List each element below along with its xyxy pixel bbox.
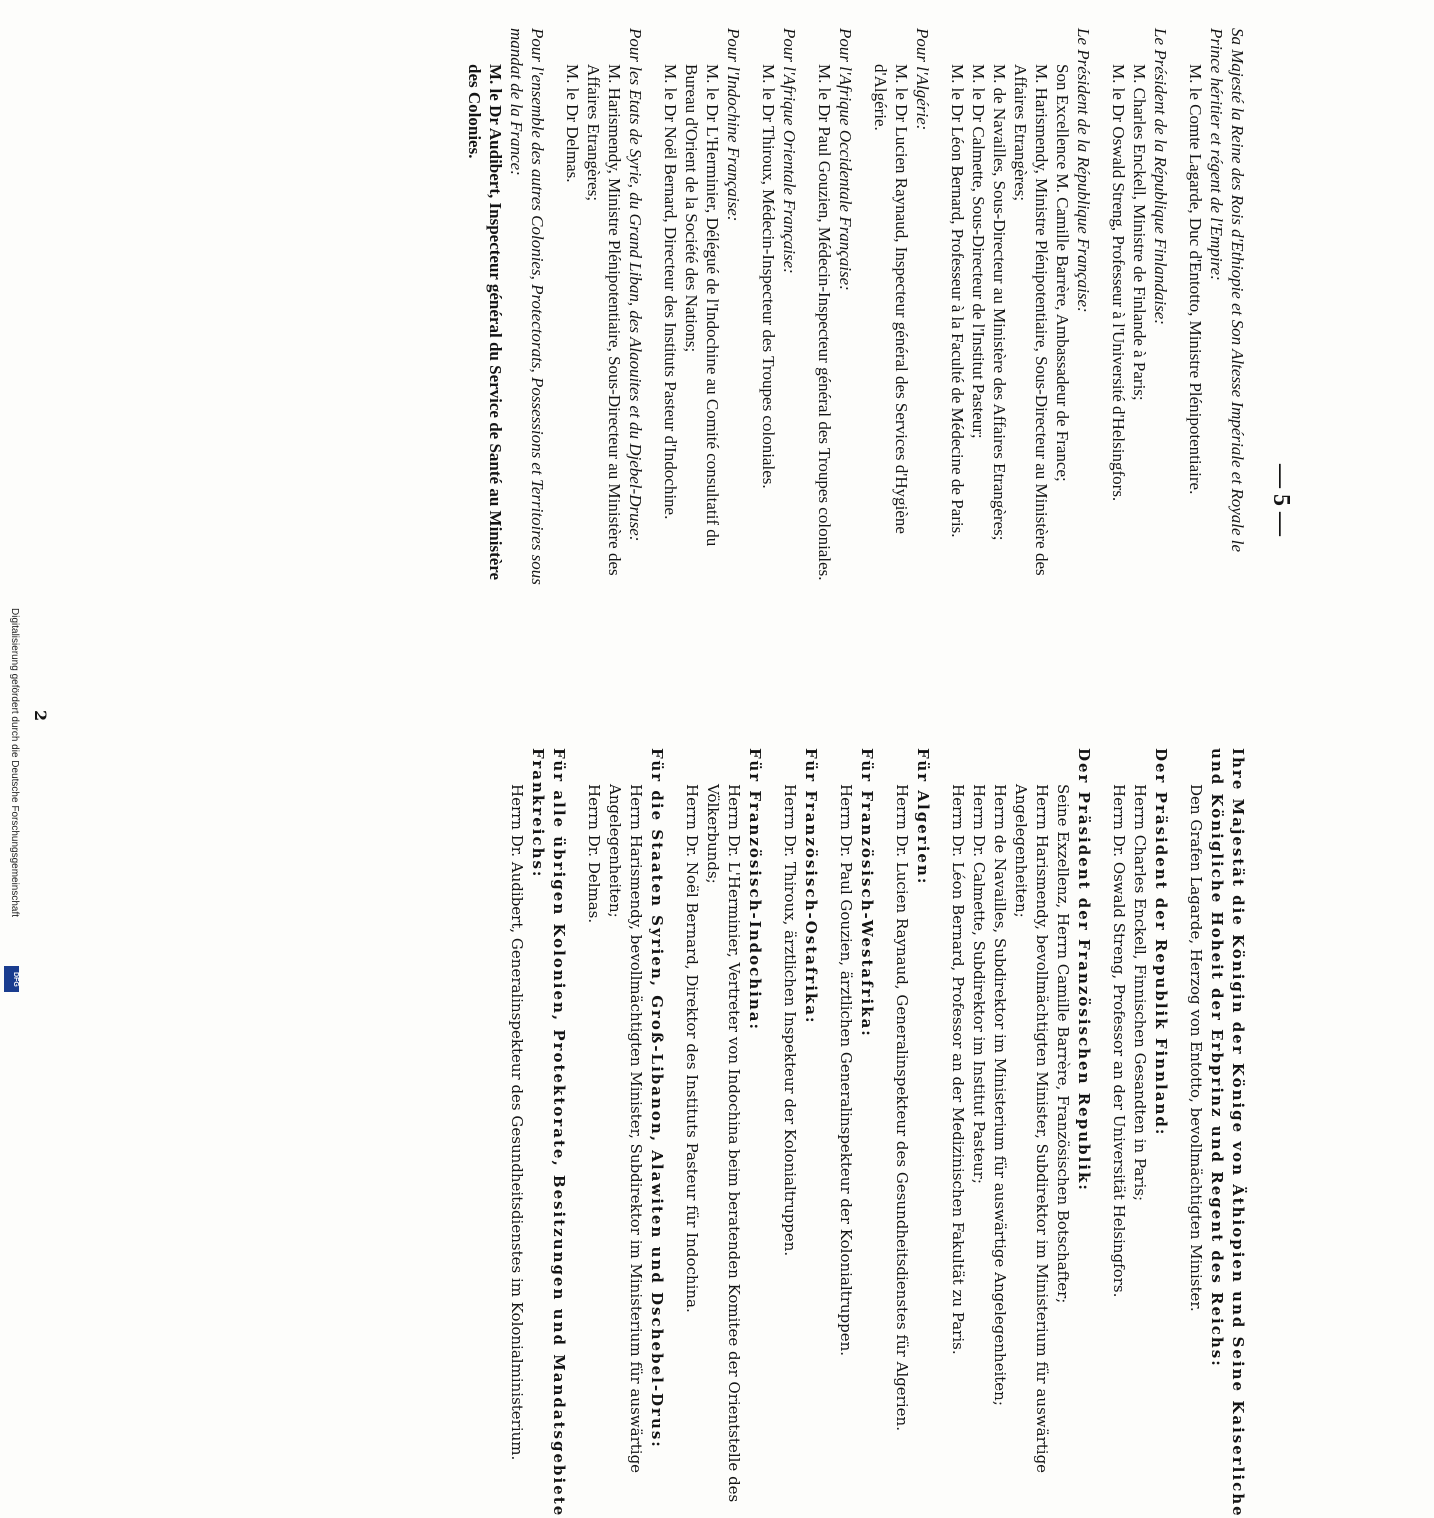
german-spacer (933, 748, 947, 1518)
french-heading: Le Président de la République Française: (1074, 28, 1093, 313)
german-entry: Herrn Dr. Audibert, Generalinspekteur des Gesundheitsdienstes im Kolonialministerium. (508, 784, 526, 1461)
german-entry: Herrn Dr. L'Herminier, Vertreter von Indochina beim beratenden Komitee der Orientstelle des Völkerbunds; (704, 784, 743, 1503)
french-heading: Pour l'Afrique Orientale Française: (780, 28, 799, 274)
german-heading: Der Präsident der Französischen Republik: (1075, 748, 1093, 1192)
dfg-logo: DFG (4, 966, 19, 992)
rotated-page (0, 20, 1300, 1518)
french-entry: M. le Dr Noël Bernard, Directeur des Instituts Pasteur d'Indochine. (661, 64, 680, 520)
german-entry: Herrn Dr. Oswald Streng, Professor an der Universität Helsingfors. (1110, 784, 1128, 1298)
french-heading: Sa Majesté la Reine des Rois d'Ethiopie et Son Altesse Impériale et Royale le Prince héritier et régent de l'Empire: (1207, 28, 1247, 553)
french-heading: Pour l'Indochine Française: (724, 28, 743, 222)
german-heading: Der Präsident der Republik Finnland: (1152, 748, 1170, 1137)
french-entry: M. le Dr Audibert, Inspecteur général du Service de Santé au Ministère des Colonies. (465, 64, 505, 581)
french-entry: M. le Dr Calmette, Sous-Directeur de l'Institut Pasteur; (969, 64, 988, 439)
french-entry: M. Harismendy, Ministre Plénipotentiaire, Sous-Directeur au Ministère des Affaires Etrangères; (1011, 64, 1051, 576)
french-entry: M. le Dr Oswald Streng, Professeur à l'Université d'Helsingfors. (1109, 64, 1128, 502)
french-entry: M. le Dr Léon Bernard, Professeur à la Faculté de Médecine de Paris. (948, 64, 967, 538)
french-heading: Pour l'Afrique Occidentale Française: (836, 28, 855, 291)
german-spacer (667, 748, 681, 1518)
german-spacer (821, 748, 835, 1518)
german-spacer (1171, 748, 1185, 1518)
french-entry: M. le Dr Lucien Raynaud, Inspecteur général des Services d'Hygiène d'Algérie. (871, 64, 911, 534)
german-entry: Herrn Charles Enckell, Finnischen Gesandten in Paris; (1131, 784, 1149, 1202)
footer-signature-mark: 2 (31, 710, 50, 722)
german-entry: Herrn Dr. Léon Bernard, Professor an der Medizinischen Fakultät zu Paris. (949, 784, 967, 1355)
french-entry: M. de Navailles, Sous-Directeur au Ministère des Affaires Etrangères; (990, 64, 1009, 541)
french-spacer (1094, 28, 1108, 588)
french-entry: M. le Dr Paul Gouzien, Médecin-Inspecteur général des Troupes coloniales. (815, 64, 834, 581)
french-heading: Pour l'ensemble des autres Colonies, Protectorats, Possessions et Territoires sous mandat de la France: (507, 28, 547, 585)
french-entry: M. le Dr Thiroux, Médecin-Inspecteur des Troupes coloniales. (759, 64, 778, 489)
german-heading: Für alle übrigen Kolonien, Protektorate, Besitzungen und Mandatsgebiete Frankreichs: (529, 748, 568, 1518)
german-entry: Herrn Harismendy, bevollmächtigten Minister, Subdirektor im Ministerium für auswärtige Angelegenheiten; (606, 784, 645, 1474)
french-spacer (856, 28, 870, 588)
french-spacer (646, 28, 660, 588)
french-entry: M. le Dr Delmas. (563, 64, 582, 183)
german-entry: Herrn Harismendy, bevollmächtigten Minister, Subdirektor im Ministerium für auswärtige Angelegenheiten; (1012, 784, 1051, 1474)
german-heading: Für die Staaten Syrien, Groß-Libanon, Alawiten und Dschebel-Drus: (648, 748, 666, 1449)
french-entry: M. le Dr L'Herminier, Délégué de l'Indochine au Comité consultatif du Bureau d'Orient de la Société des Nations; (682, 64, 722, 547)
french-spacer (1171, 28, 1185, 588)
french-heading: Le Président de la République Finlandaise: (1151, 28, 1170, 325)
french-spacer (933, 28, 947, 588)
german-entry: Herrn Dr. Paul Gouzien, ärztlichen Generalinspekteur der Kolonialtruppen. (837, 784, 855, 1357)
german-heading: Ihre Majestät die Königin der Könige von Äthiopien und Seine Kaiserliche und Königliche Hoheit der Erbprinz und Regent des Reichs: (1208, 748, 1247, 1518)
german-entry: Herrn Dr. Thiroux, ärztlichen Inspekteur der Kolonialtruppen. (781, 784, 799, 1257)
credit-text: Digitalisierung gefördert durch die Deutsche Forschungsgemeinschaft (9, 608, 20, 918)
french-entry: Son Excellence M. Camille Barrère, Ambassadeur de France; (1053, 64, 1072, 482)
french-entry: M. Charles Enckell, Ministre de Finlande à Paris; (1130, 64, 1149, 401)
german-heading: Für Französisch-Ostafrika: (802, 748, 820, 1025)
german-column (506, 748, 1248, 1518)
german-entry: Herrn Dr. Calmette, Subdirektor im Institut Pasteur; (970, 784, 988, 1184)
french-spacer (548, 28, 562, 588)
french-heading: Pour les Etats de Syrie, du Grand Liban, des Alaouites et du Djebel-Druse: (626, 28, 645, 542)
german-entry: Seine Exzellenz, Herrn Camille Barrère, Französischen Botschafter; (1054, 784, 1072, 1304)
german-heading: Für Algerien: (914, 748, 932, 886)
german-entry: Herrn de Navailles, Subdirektor im Ministerium für auswärtige Angelegenheiten; (991, 784, 1009, 1406)
german-spacer (569, 748, 583, 1518)
german-heading: Für Französisch-Indochina: (746, 748, 764, 1032)
german-heading: Für Französisch-Westafrika: (858, 748, 876, 1038)
german-entry: Herrn Dr. Noël Bernard, Direktor des Instituts Pasteur für Indochina. (683, 784, 701, 1313)
french-entry: M. Harismendy, Ministre Plénipotentiaire, Sous-Directeur au Ministère des Affaires Etrangères; (584, 64, 624, 576)
german-spacer (1094, 748, 1108, 1518)
german-entry: Herrn Dr. Lucien Raynaud, Generalinspekteur des Gesundheitsdienstes für Algerien. (893, 784, 911, 1431)
french-spacer (744, 28, 758, 588)
german-spacer (765, 748, 779, 1518)
page-number: — 5 — (1268, 464, 1294, 536)
german-entry: Den Grafen Lagarde, Herzog von Entotto, bevollmächtigten Minister. (1187, 784, 1205, 1312)
french-entry: M. le Comte Lagarde, Duc d'Entotto, Ministre Plénipotentiaire. (1186, 64, 1205, 495)
french-spacer (800, 28, 814, 588)
german-entry: Herrn Dr. Delmas. (585, 784, 603, 924)
french-heading: Pour l'Algérie: (913, 28, 932, 131)
german-spacer (877, 748, 891, 1518)
french-column (464, 28, 1248, 588)
digitization-credit (2, 0, 22, 1000)
